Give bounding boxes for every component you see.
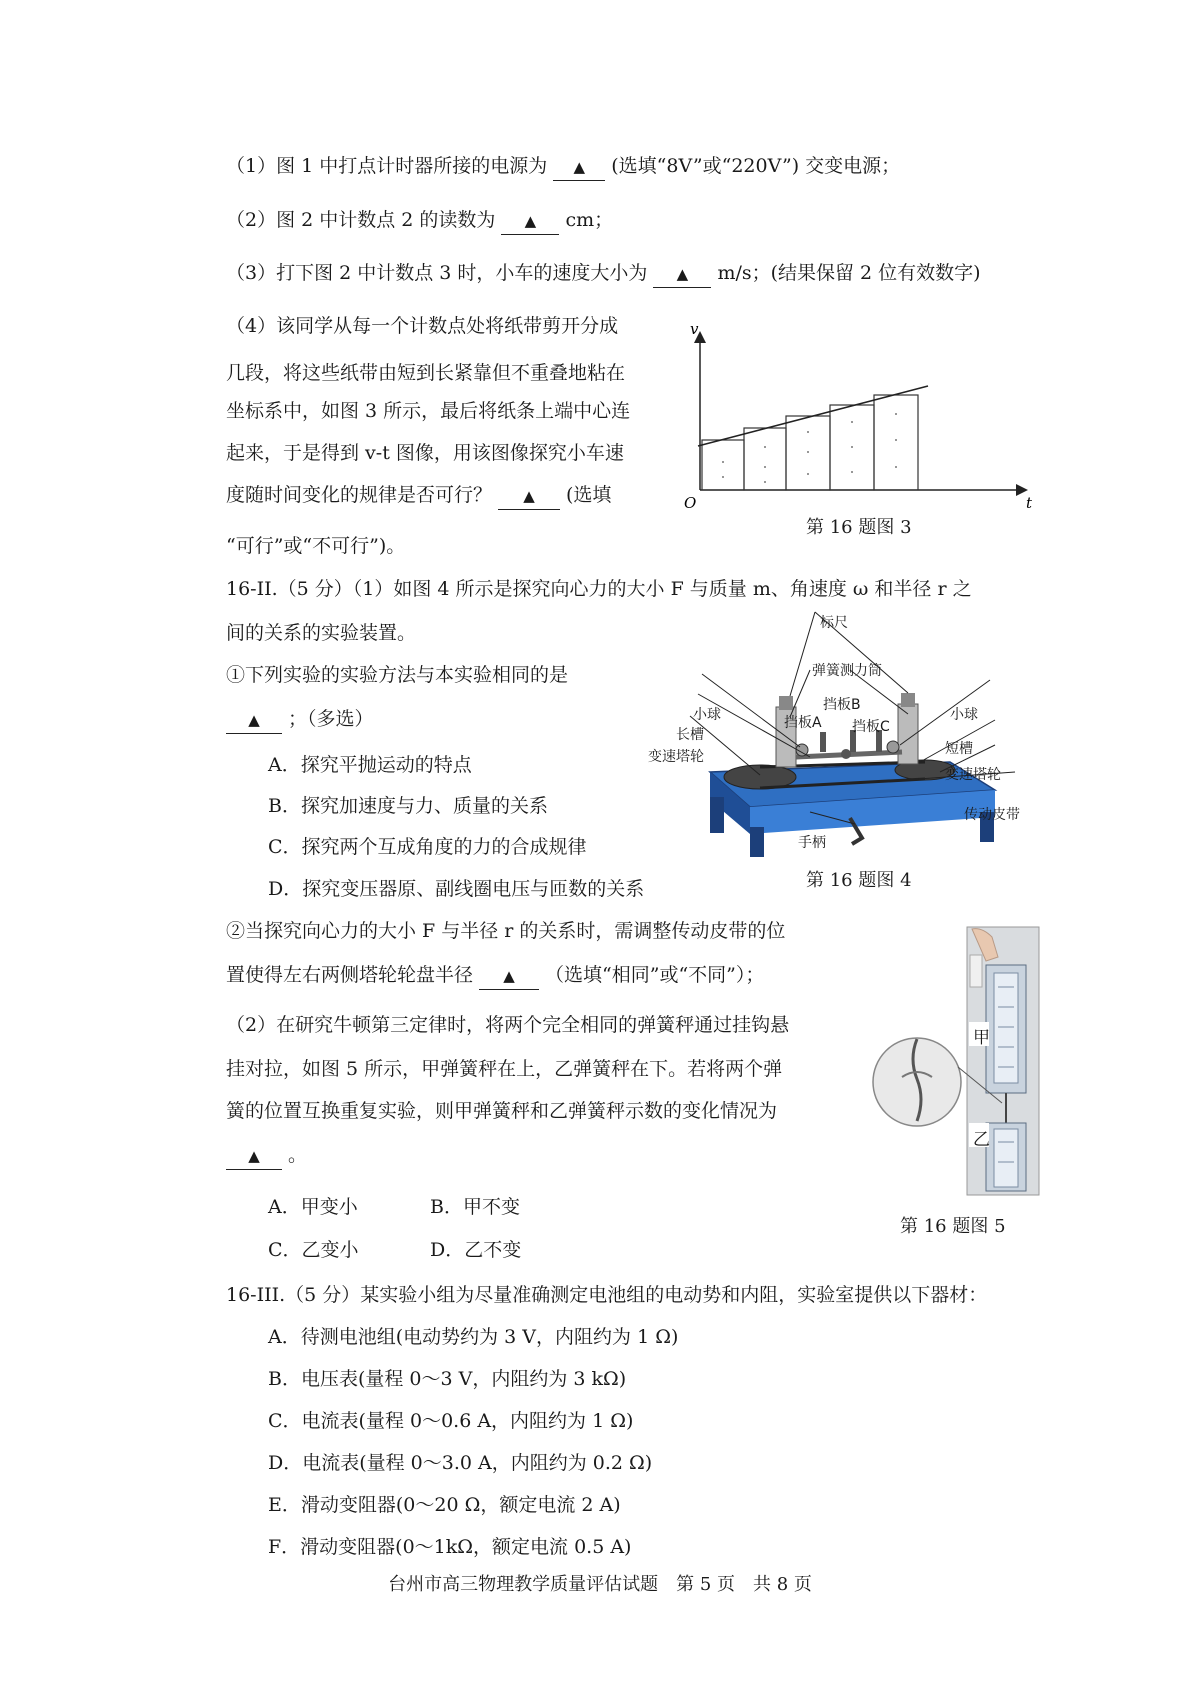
question-16-4-line-4: 起来，于是得到 v-t 图像，用该图像探究小车速 [226,442,624,464]
equipment-b: B．电压表(量程 0～3 V，内阻约为 3 kΩ) [268,1368,627,1390]
question-text: ；（多选） [288,708,374,730]
answer-blank[interactable]: ▲ [226,706,282,734]
answer-blank[interactable]: ▲ [653,260,711,288]
question-text: 。 [288,1144,308,1166]
part2-q1-answer-line [226,706,374,734]
option-b: B．甲不变 [430,1196,520,1218]
option-a: A．探究平抛运动的特点 [268,754,472,776]
option-b: B．探究加速度与力、质量的关系 [268,795,548,817]
equipment-c: C．电流表(量程 0～0.6 A，内阻约为 1 Ω) [268,1410,634,1432]
tape-strip [874,395,918,490]
x-axis-label: t [1026,494,1033,512]
part2-q3-answer-line [226,1142,307,1170]
option-d: D．乙不变 [430,1239,522,1261]
page-footer: 台州市高三物理教学质量评估试题 第 5 页 共 8 页 [388,1574,812,1595]
part2-q2-line-1: ②当探究向心力的大小 F 与半径 r 的关系时，需调整传动皮带的位 [226,920,786,942]
part2-q2-line-2 [226,962,764,990]
figure-3-caption: 第 16 题图 3 [806,517,912,538]
option-c: C．乙变小 [268,1239,359,1261]
question-text: cm； [565,209,614,231]
question-text: m/s；(结果保留 2 位有效数字) [717,262,981,284]
equipment-d: D．电流表(量程 0～3.0 A，内阻约为 0.2 Ω) [268,1452,653,1474]
fit-line [698,386,928,446]
question-16-4-line-1: （4）该同学从每一个计数点处将纸带剪开分成 [226,315,619,337]
question-text: （1）图 1 中打点计时器所接的电源为 [226,155,548,177]
question-text: 置使得左右两侧塔轮轮盘半径 [226,964,474,986]
label-belt: 传动皮带 [964,807,1020,823]
question-text: (选填“8V”或“220V”) 交变电源； [611,155,901,177]
tape-strip [744,428,786,490]
label-scale-bottom: 乙 [973,1130,990,1150]
label-spring-tube: 弹簧测力筒 [812,663,882,679]
answer-blank[interactable]: ▲ [553,153,605,181]
part2-intro-line-1: 16-II.（5 分）（1）如图 4 所示是探究向心力的大小 F 与质量 m、角速度 ω 和半径 r 之 [226,578,972,600]
label-ball-right: 小球 [950,707,978,723]
figure-5-caption: 第 16 题图 5 [900,1216,1006,1237]
question-text: （3）打下图 2 中计数点 3 时，小车的速度大小为 [226,262,648,284]
label-ruler: 标尺 [820,615,848,631]
label-pulley-right: 变速塔轮 [945,767,1001,783]
label-scale-top: 甲 [973,1028,990,1048]
label-baffle-c: 挡板C [852,719,890,735]
label-handle: 手柄 [798,835,826,851]
answer-blank[interactable]: ▲ [501,207,559,235]
option-a: A．甲变小 [268,1196,358,1218]
origin-label: O [684,494,697,512]
vt-graph-figure [684,320,1040,512]
answer-blank[interactable]: ▲ [479,962,539,990]
question-16-3-line [226,260,981,288]
question-text: (选填 [566,484,612,506]
option-d: D．探究变压器原、副线圈电压与匝数的关系 [268,878,645,900]
question-16-4-line-2: 几段，将这些纸带由短到长紧靠但不重叠地粘在 [226,362,626,384]
question-text: （选填“相同”或“不同”）； [545,964,765,986]
part2-q3-line-3: 簧的位置互换重复实验，则甲弹簧秤和乙弹簧秤示数的变化情况为 [226,1100,778,1122]
part2-q3-line-2: 挂对拉，如图 5 所示，甲弹簧秤在上，乙弹簧秤在下。若将两个弹 [226,1058,783,1080]
part3-intro: 16-III.（5 分）某实验小组为尽量准确测定电池组的电动势和内阻，实验室提供以下器材： [226,1284,988,1306]
equipment-f: F．滑动变阻器(0～1kΩ，额定电流 0.5 A) [268,1536,632,1558]
question-16-4-line-6: “可行”或“不可行”)。 [226,535,406,557]
option-c: C．探究两个互成角度的力的合成规律 [268,836,587,858]
question-16-1-line [226,153,900,181]
label-baffle-b: 挡板B [823,697,861,713]
part2-intro-line-2: 间的关系的实验装置。 [226,622,417,644]
question-text: （2）图 2 中计数点 2 的读数为 [226,209,496,231]
label-short-groove: 短槽 [945,741,973,757]
label-pulley-left: 变速塔轮 [648,749,704,765]
answer-blank[interactable]: ▲ [498,482,560,510]
label-long-groove: 长槽 [676,727,704,743]
equipment-a: A．待测电池组(电动势约为 3 V，内阻约为 1 Ω) [268,1326,679,1348]
question-text: 度随时间变化的规律是否可行？ [226,484,493,506]
part2-q1-line: ①下列实验的实验方法与本实验相同的是 [226,664,569,686]
equipment-e: E．滑动变阻器(0～20 Ω，额定电流 2 A) [268,1494,621,1516]
question-16-4-line-3: 坐标系中，如图 3 所示，最后将纸条上端中心连 [226,400,631,422]
label-ball-left: 小球 [693,707,721,723]
y-axis-label: v [690,320,699,338]
centripetal-apparatus-figure [650,612,1050,867]
figure-4-caption: 第 16 题图 4 [806,870,912,891]
question-16-2-line [226,207,613,235]
question-16-4-line-5 [226,482,611,510]
tape-strip [702,440,744,490]
answer-blank[interactable]: ▲ [226,1142,282,1170]
spring-scales-figure [862,927,1042,1197]
part2-q3-line-1: （2）在研究牛顿第三定律时，将两个完全相同的弹簧秤通过挂钩悬 [226,1014,790,1036]
label-baffle-a: 挡板A [784,715,822,731]
